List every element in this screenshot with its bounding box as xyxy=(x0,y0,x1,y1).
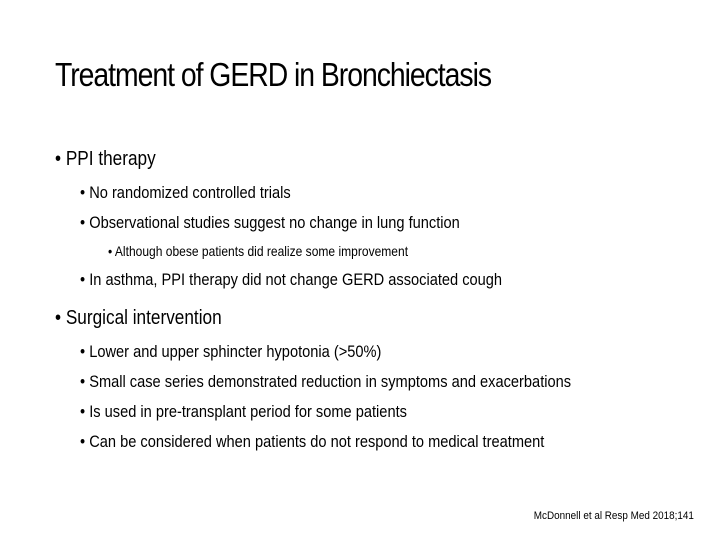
bullet-dot-icon: • xyxy=(108,243,113,259)
bullet-text: No randomized controlled trials xyxy=(89,183,291,202)
bullet-level-2 xyxy=(80,402,407,422)
bullet-text: Although obese patients did realize some improvement xyxy=(114,243,409,259)
bullet-level-2 xyxy=(80,432,544,452)
bullet-text: Lower and upper sphincter hypotonia (>50%) xyxy=(89,342,382,361)
bullet-dot-icon: • xyxy=(80,183,86,202)
bullet-level-3 xyxy=(108,243,408,259)
bullet-level-1 xyxy=(55,307,222,330)
bullet-dot-icon: • xyxy=(55,307,62,329)
bullet-text: In asthma, PPI therapy did not change GERD associated cough xyxy=(89,270,503,289)
bullet-level-2 xyxy=(80,372,571,392)
bullet-dot-icon: • xyxy=(55,148,62,170)
bullet-dot-icon: • xyxy=(80,270,86,289)
bullet-level-2 xyxy=(80,213,460,233)
bullet-text: Small case series demonstrated reduction in symptoms and exacerbations xyxy=(89,372,572,391)
bullet-text: Is used in pre-transplant period for some patients xyxy=(89,402,407,421)
citation: McDonnell et al Resp Med 2018;141 xyxy=(533,510,694,522)
bullet-text: Observational studies suggest no change in lung function xyxy=(89,213,460,232)
bullet-dot-icon: • xyxy=(80,342,86,361)
bullet-level-2 xyxy=(80,342,381,362)
bullet-text: PPI therapy xyxy=(65,148,156,170)
bullet-text: Can be considered when patients do not respond to medical treatment xyxy=(89,432,545,451)
slide-title: Treatment of GERD in Bronchiectasis xyxy=(55,56,492,93)
bullet-level-2 xyxy=(80,270,502,290)
bullet-dot-icon: • xyxy=(80,213,86,232)
bullet-level-2 xyxy=(80,183,291,203)
bullet-dot-icon: • xyxy=(80,432,86,451)
bullet-dot-icon: • xyxy=(80,402,86,421)
bullet-level-1 xyxy=(55,148,156,171)
bullet-text: Surgical intervention xyxy=(65,307,222,329)
bullet-dot-icon: • xyxy=(80,372,86,391)
